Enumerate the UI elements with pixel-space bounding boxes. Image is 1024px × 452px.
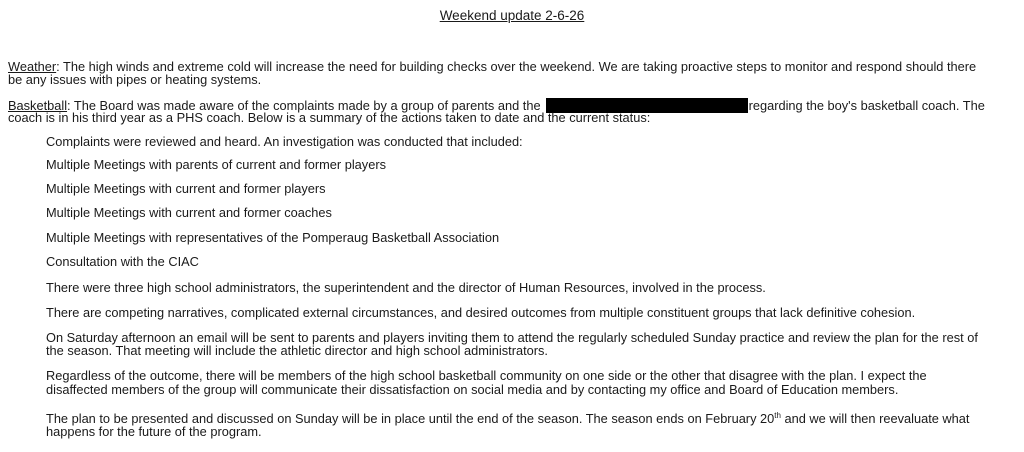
list-item: Consultation with the CIAC: [46, 254, 199, 269]
saturday-line-2: the season. That meeting will include the athletic director and high school administrators.: [46, 343, 548, 358]
plan-text-1b: and we will then reevaluate what: [780, 411, 970, 426]
plan-text-1a: The plan to be presented and discussed on Sunday will be in place until the end of the season. The season ends on February 20: [46, 411, 775, 426]
list-item: There are competing narratives, complicated external circumstances, and desired outcomes from multiple constituent groups that lack definitive cohesion.: [46, 305, 916, 320]
weather-heading: Weather: [8, 59, 57, 74]
basketball-heading: Basketball: [8, 98, 68, 113]
regardless-line-2: disaffected members of the group will communicate their dissatisfaction on social media and by contacting my office and Board of Education members.: [46, 382, 899, 397]
title-text: Weekend update 2-6-26: [439, 8, 585, 23]
list-item: Multiple Meetings with current and former coaches: [46, 205, 332, 220]
list-item: Multiple Meetings with representatives of the Pomperaug Basketball Association: [46, 230, 500, 245]
weather-line-2: be any issues with pipes or heating systems.: [8, 72, 262, 87]
list-item: Multiple Meetings with parents of current and former players: [46, 157, 386, 172]
document-title: [0, 8, 1024, 24]
list-item: There were three high school administrators, the superintendent and the director of Human Resources, involved in the process.: [46, 280, 766, 295]
basketball-text-1b: regarding the boy's basketball coach. The: [748, 98, 985, 113]
basketball-line-2: coach is in his third year as a PHS coach. Below is a summary of the actions taken to date and the current status:: [8, 110, 651, 125]
plan-superscript: th: [774, 411, 781, 420]
regardless-line-1: Regardless of the outcome, there will be members of the high school basketball community on one side or the other that disagree with the plan. I expect the: [46, 368, 927, 383]
plan-line-2: happens for the future of the program.: [46, 424, 262, 439]
saturday-line-1: On Saturday afternoon an email will be sent to parents and players inviting them to attend the regularly scheduled Sunday practice and review the plan for the rest of: [46, 330, 978, 345]
basketball-text-1a: : The Board was made aware of the complaints made by a group of parents and the: [67, 98, 541, 113]
list-item: Multiple Meetings with current and former players: [46, 181, 326, 196]
weather-text-1: : The high winds and extreme cold will increase the need for building checks over the weekend. We are taking proactive steps to monitor and respond should there: [56, 59, 977, 74]
list-item: Complaints were reviewed and heard. An investigation was conducted that included:: [46, 134, 523, 149]
